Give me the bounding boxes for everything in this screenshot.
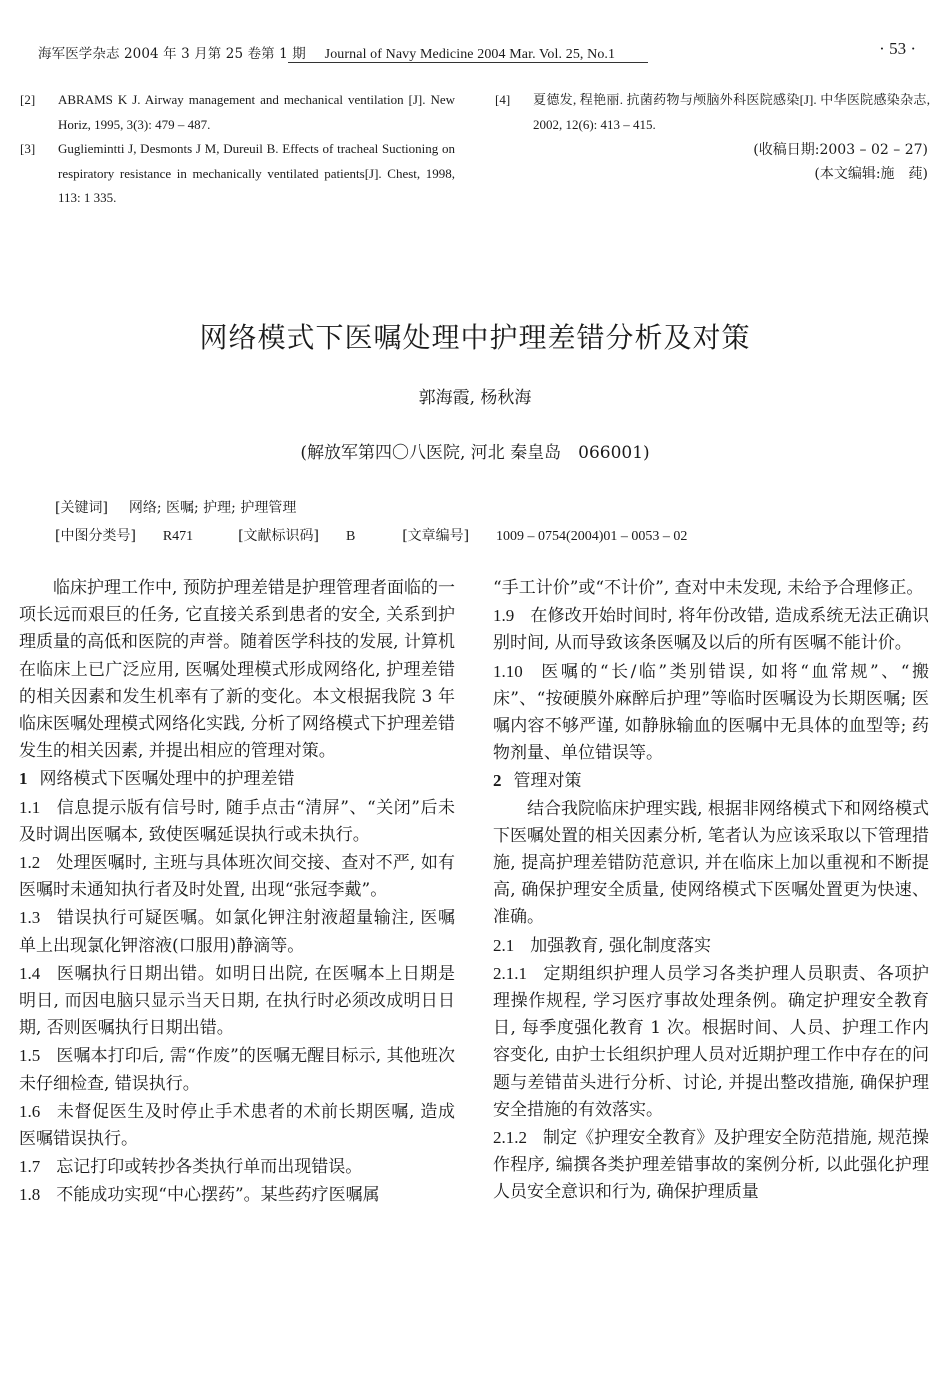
subsection-heading: [493, 932, 929, 960]
item-number: 1.3: [19, 908, 41, 928]
intro-paragraph: 临床护理工作中, 预防护理差错是护理管理者面临的一项长远而艰巨的任务, 它直接关系到患者的安全, 关系到护理质量的高低和医院的声誉。随着医学科技的发展, 计算机在临床上已广泛应用, 医嘱处理模式形成网络化, 护理差错的相关因素和发生机率有了新的变化。本文根据我院 3 年临床医嘱处理模式网络化实践, 分析了网络模式下护理差错发生的相关因素, 并提出相应的管理对策。: [19, 578, 455, 762]
list-item: [19, 849, 455, 904]
reference-item: [495, 88, 930, 138]
list-item: [493, 602, 929, 657]
list-item: [493, 1124, 929, 1207]
doc-code-value: B: [345, 529, 356, 544]
section-title: 网络模式下医嘱处理中的护理差错: [39, 769, 295, 790]
item-text: 医嘱的“长/临”类别错误, 如将“血常规”、“搬床”、“按硬膜外麻醉后护理”等临时医嘱设为长期医嘱; 医嘱内容不够严谨, 如静脉输血的医嘱中无具体的血型等; 药物剂量、单位错误等。: [493, 661, 929, 764]
item-number: 1.6: [19, 1101, 41, 1121]
body-column-right: [493, 575, 929, 1207]
item-text: 不能成功实现“中心摆药”。某些药疗医嘱属: [56, 1185, 380, 1206]
item-number: 2.1.1: [493, 963, 527, 983]
item-number: 1.10: [493, 661, 523, 681]
item-text: 处理医嘱时, 主班与具体班次间交接、查对不严, 如有医嘱时未通知执行者及时处置, 出现“张冠李戴”。: [19, 853, 455, 901]
editor-note: (本文编辑:施 莼): [814, 166, 928, 182]
reference-item: [20, 137, 455, 212]
item-text: 定期组织护理人员学习各类护理人员职责、各项护理操作规程, 学习医疗事故处理条例。确定护理安全教育日, 每季度强化教育 1 次。根据时间、人员、护理工作内容变化, 由护士长组织护理人员对近期护理工作中存在的问题与差错苗头进行分析、讨论, 并提出整改措施, 确保护理安全措施的有效落实。: [493, 963, 929, 1120]
item-number: 1.2: [19, 853, 41, 873]
reference-item: [20, 88, 455, 138]
section-title: 管理对策: [513, 771, 582, 792]
clc-label: [中图分类号]: [55, 528, 136, 544]
reference-text: Gugliemintti J, Desmonts J M, Dureuil B. Effects of tracheal Suctioning on respiratory resistance in mechanically ventilated patients[J]. Chest, 1998, 113: 1 335.: [58, 141, 455, 205]
section-number: 1: [19, 769, 28, 789]
item-text: 医嘱执行日期出错。如明日出院, 在医嘱本上日期是明日, 而因电脑只显示当天日期, 在执行时必须改成明日日期, 否则医嘱执行日期出错。: [19, 963, 455, 1039]
journal-header: [38, 42, 615, 63]
section-heading: [19, 765, 455, 793]
body-column-left: [19, 575, 455, 1210]
list-item: [19, 960, 455, 1043]
reference-number: [3]: [20, 141, 36, 156]
list-item: [19, 794, 455, 849]
item-number: 1.4: [19, 963, 41, 983]
keywords-row: [55, 497, 296, 517]
article-no-value: 1009 – 0754(2004)01 – 0053 – 02: [496, 529, 688, 544]
article-no-label: [文章编号]: [402, 528, 470, 544]
list-item: [493, 960, 929, 1124]
item-number: 1.1: [19, 797, 41, 817]
subsection-title: 加强教育, 强化制度落实: [530, 935, 712, 956]
page-number: · 53 ·: [879, 39, 916, 58]
item-number: 2.1.2: [493, 1128, 527, 1148]
list-item: [19, 904, 455, 959]
article-affiliation: (解放军第四〇八医院, 河北 秦皇岛 066001): [300, 443, 650, 463]
item-number: 1.8: [19, 1185, 41, 1205]
article-title: 网络模式下医嘱处理中护理差错分析及对策: [199, 321, 751, 354]
clc-value: R471: [162, 529, 194, 544]
item-text: 错误执行可疑医嘱。如氯化钾注射液超量输注, 医嘱单上出现氯化钾溶液(口服用)静滴等。: [19, 908, 455, 956]
section-heading: [493, 767, 929, 795]
list-item: [19, 1181, 455, 1209]
item-text: 在修改开始时间时, 将年份改错, 造成系统无法正确识别时间, 从而导致该条医嘱及以后的所有医嘱不能计价。: [493, 606, 929, 654]
list-item: [19, 1098, 455, 1153]
article-authors: 郭海霞, 杨秋海: [418, 388, 532, 408]
keywords-value: 网络; 医嘱; 护理; 护理管理: [128, 500, 297, 516]
section-number: 2: [493, 771, 502, 791]
item-text: 信息提示版有信号时, 随手点击“清屏”、“关闭”后未及时调出医嘱本, 致使医嘱延误执行或未执行。: [19, 797, 455, 845]
reference-number: [2]: [20, 92, 36, 107]
running-header: [38, 36, 916, 64]
keywords-label: [关键词]: [55, 500, 108, 516]
item-text: 制定《护理安全教育》及护理安全防范措施, 规范操作程序, 编撰各类护理差错事故的案例分析, 以此强化护理人员安全意识和行为, 确保护理质量: [493, 1128, 929, 1203]
list-item: [19, 1153, 455, 1181]
journal-name-cn: 海军医学杂志 2004 年 3 月第 25 卷第 1 期: [38, 46, 306, 62]
header-rule: [288, 62, 648, 63]
item-number: 1.5: [19, 1046, 41, 1066]
list-item: [19, 1042, 455, 1097]
section-intro-paragraph: 结合我院临床护理实践, 根据非网络模式下和网络模式下医嘱处置的相关因素分析, 笔者认为应该采取以下管理措施, 提高护理差错防范意识, 并在临床上加以重视和不断提高, 确保护理安全质量, 使网络模式下医嘱处置更为快速、准确。: [493, 798, 929, 928]
classification-row: [55, 525, 687, 545]
reference-number: [4]: [495, 92, 511, 107]
subsection-number: 2.1: [493, 935, 515, 955]
journal-name-en: Journal of Navy Medicine 2004 Mar. Vol. 25, No.1: [324, 47, 616, 62]
continued-paragraph: “手工计价”或“不计价”, 查对中未发现, 未给予合理修正。: [493, 578, 924, 598]
doc-code-label: [文献标识码]: [238, 528, 320, 544]
reference-text: ABRAMS K J. Airway management and mechanical ventilation [J]. New Horiz, 1995, 3(3): 479 – 487.: [58, 92, 455, 132]
item-text: 医嘱本打印后, 需“作废”的医嘱无醒目标示, 其他班次未仔细检查, 错误执行。: [19, 1046, 455, 1094]
list-item: [493, 658, 929, 768]
received-date: (收稿日期:2003 – 02 – 27): [753, 142, 928, 158]
reference-text: 夏德发, 程艳丽. 抗菌药物与颅脑外科医院感染[J]. 中华医院感染杂志, 2002, 12(6): 413 – 415.: [533, 92, 930, 132]
item-text: 未督促医生及时停止手术患者的术前长期医嘱, 造成医嘱错误执行。: [19, 1101, 455, 1150]
item-number: 1.7: [19, 1157, 41, 1177]
item-text: 忘记打印或转抄各类执行单而出现错误。: [56, 1157, 363, 1178]
item-number: 1.9: [493, 606, 515, 626]
